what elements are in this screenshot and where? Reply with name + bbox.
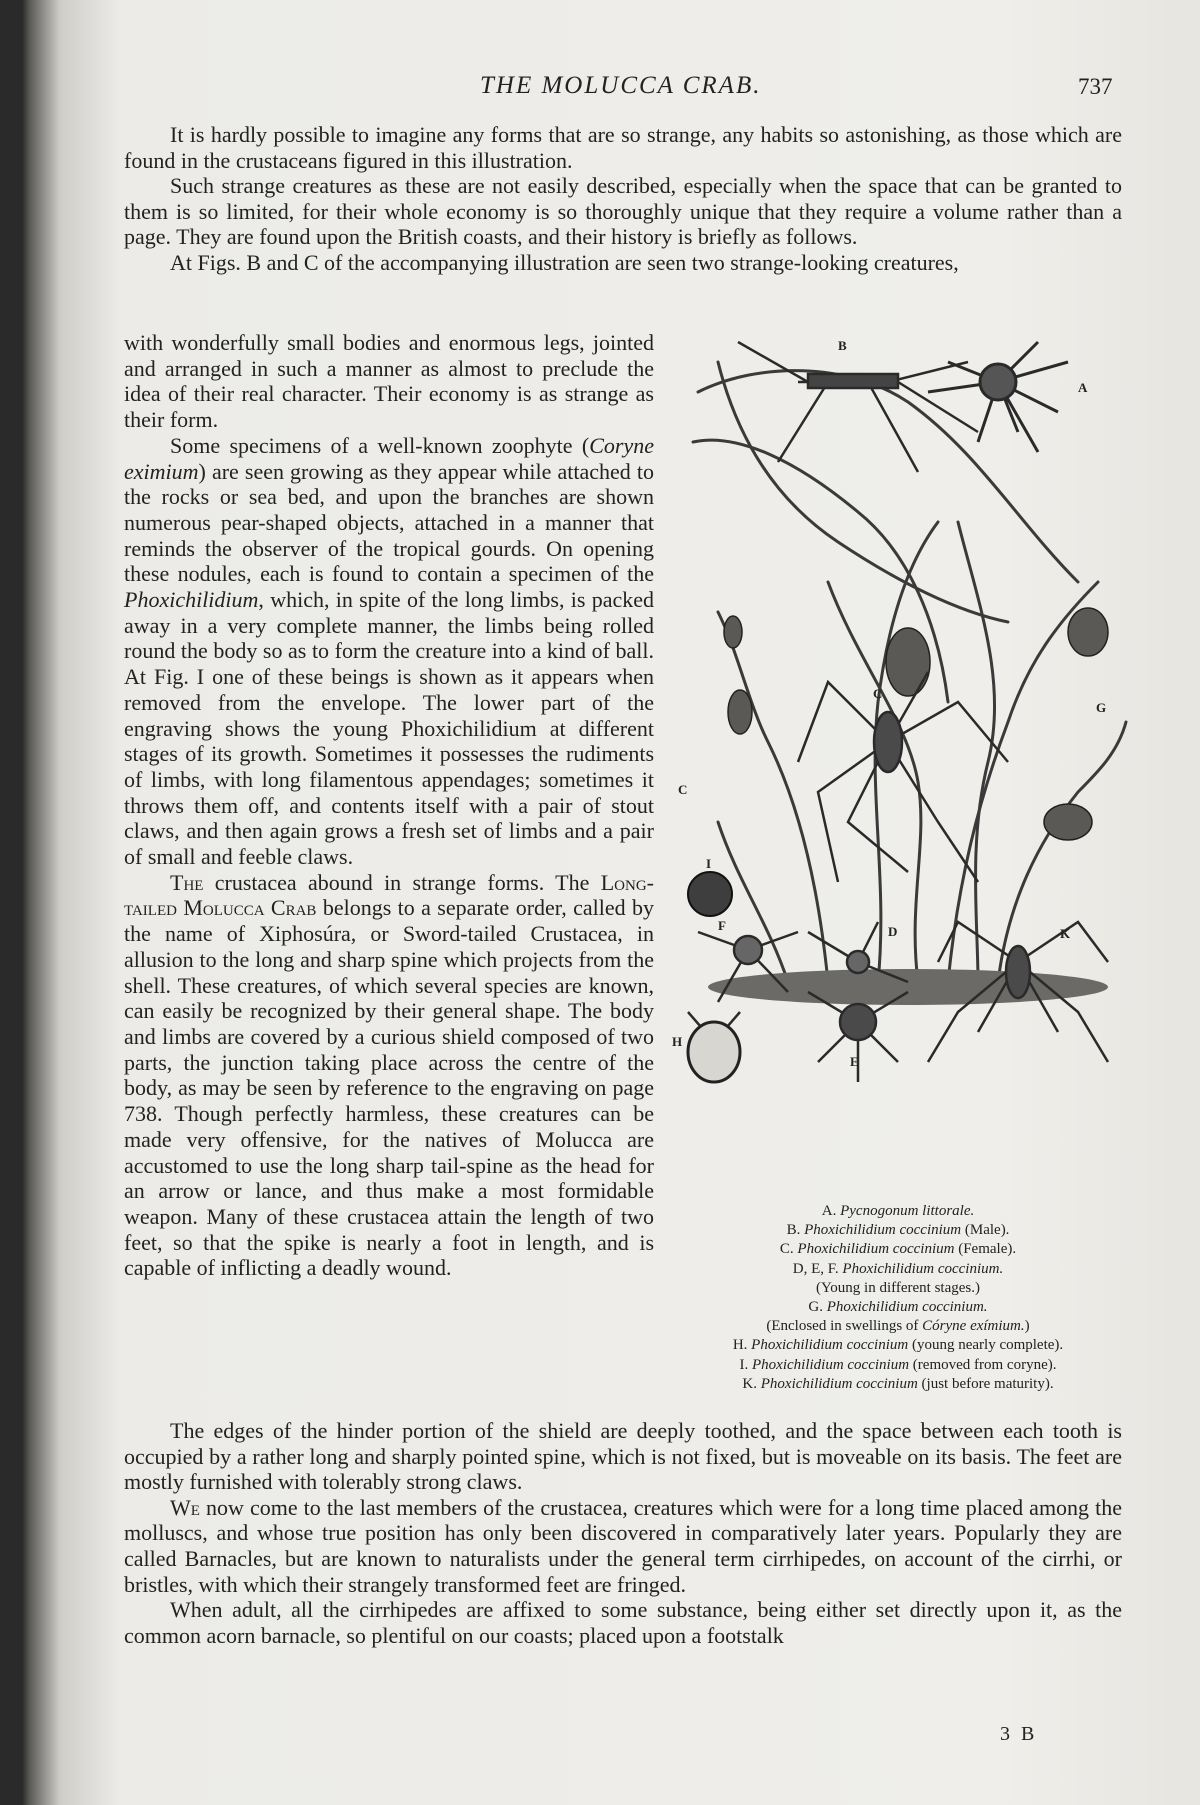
fig-f-body xyxy=(734,936,762,964)
paragraph-6: The edges of the hinder portion of the shield are deeply toothed, and the space between each tooth is occupied by a rather long and sharply pointed spine, which is not fixed, but is moveable on its basis. The feet are mostly furnished with tolerably strong claws. xyxy=(124,1418,1122,1495)
caption-k: K. Phoxichilidium coccinium (just before maturity). xyxy=(742,1375,1054,1392)
caption-g-note: (Enclosed in swellings of Córyne exímium.) xyxy=(766,1318,1030,1335)
page-header xyxy=(0,72,1200,112)
fig-label-c2: C xyxy=(678,782,688,797)
left-column-text xyxy=(124,330,654,1281)
paragraph-5: The crustacea abound in strange forms. The Long-tailed Molucca Crab belongs to a separate order, called by the name of Xiphosúra, or Sword-tailed Crustacea, in allusion to the long and sharp spine which projects from the shell. These creatures, of which several species are known, can easily be recognized by their general shape. The body and limbs are covered by a curious shield composed of two parts, the junction taking place across the centre of the body, as may be seen by reference to the engraving on page 738. Though perfectly harmless, these creatures can be made very offensive, for the natives of Molucca are accustomed to use the long sharp tail-spine as the head for an arrow or lance, and thus make a most formidable weapon. Many of these crustacea attain the length of two feet, so that the spike is nearly a foot in length, and is capable of inflicting a deadly wound. xyxy=(124,869,654,1281)
caption-def-note: (Young in different stages.) xyxy=(815,1279,980,1296)
page-number: 737 xyxy=(1078,74,1113,99)
gourd-nodule-5 xyxy=(724,616,742,648)
creature-b-legs xyxy=(738,342,978,472)
caption-def: D, E, F. Phoxichilidium coccinium. xyxy=(792,1260,1004,1277)
caption-g: G. Phoxichilidium coccinium. xyxy=(808,1299,988,1316)
caption-a: A. Pycnogonum littorale. xyxy=(821,1203,975,1219)
gourd-nodule-1 xyxy=(886,628,930,696)
zoophyte-stem-7 xyxy=(958,522,995,982)
fig-label-a: A xyxy=(1078,380,1088,395)
creature-b-body xyxy=(808,374,898,388)
paragraph-7: We now come to the last members of the crustacea, creatures which were for a long time placed among the molluscs, and whose true position has only been discovered in comparatively later years. Popularly they are called Barnacles, but are known to naturalists under the general term cirrhipedes, on account of the cirrhi, or bristles, with which their strangely transformed feet are fringed. xyxy=(124,1494,1122,1597)
fig-d-body xyxy=(847,951,869,973)
gourd-nodule-4 xyxy=(728,690,752,734)
zoophyte-stem-9 xyxy=(718,362,1008,622)
caption-b: B. Phoxichilidium coccinium (Male). xyxy=(786,1222,1010,1239)
paragraph-2: Such strange creatures as these are not easily described, especially when the space that can be granted to them is so limited, for their whole economy is so thoroughly unique that they require a volume rather than a page. They are found upon the British coasts, and their history is briefly as follows. xyxy=(124,173,1122,250)
figure-caption xyxy=(664,1202,1132,1394)
fig-label-h: H xyxy=(672,1034,683,1049)
fig-i-ball xyxy=(688,872,732,916)
zoophyte-stem-8 xyxy=(698,371,1078,582)
signature-mark: 3 B xyxy=(1000,1723,1038,1745)
paragraph-8: When adult, all the cirrhipedes are affixed to some substance, being either set directly upon it, as the common acorn barnacle, so plentiful on our coasts; placed upon a footstalk xyxy=(124,1597,1122,1648)
zoophyte-stem-1 xyxy=(718,612,828,982)
paragraph-3-continued: with wonderfully small bodies and enormous legs, jointed and arranged in such a manner as almost to preclude the idea of their real character. Their economy is as strange as their form. xyxy=(124,330,654,433)
gourd-nodule-2 xyxy=(1068,608,1108,656)
fig-label-i: I xyxy=(706,856,712,871)
caption-i: I. Phoxichilidium coccinium (removed from coryne). xyxy=(739,1356,1057,1373)
fig-label-e: E xyxy=(850,1054,859,1069)
paragraph-3-start: At Figs. B and C of the accompanying illustration are seen two strange-looking creatures, xyxy=(170,249,959,275)
fig-k-body xyxy=(1006,946,1030,998)
paragraph-1: It is hardly possible to imagine any forms that are so strange, any habits so astonishing, as those which are found in the crustaceans figured in this illustration. xyxy=(124,122,1122,173)
fig-label-d: D xyxy=(888,924,898,939)
engraving-svg xyxy=(672,322,1130,1192)
creature-c-body xyxy=(874,712,902,772)
engraving-illustration xyxy=(672,322,1130,1192)
fig-e-body xyxy=(840,1004,876,1040)
caption-c: C. Phoxichilidium coccinium (Female). xyxy=(779,1241,1017,1258)
gourd-nodule-3 xyxy=(1044,804,1092,840)
zoophyte-stem-4 xyxy=(998,722,1126,982)
fig-label-k: K xyxy=(1060,926,1071,941)
fig-label-f: F xyxy=(718,918,726,933)
creature-a-body xyxy=(980,364,1016,400)
caption-h: H. Phoxichilidium coccinium (young nearly complete). xyxy=(732,1337,1064,1354)
intro-text xyxy=(124,122,1122,276)
paragraph-4: Some specimens of a well-known zoophyte (Coryne eximium) are seen growing as they appear while attached to the rocks or sea bed, and upon the branches are shown numerous pear-shaped objects, attached in a manner that reminds the observer of the tropical gourds. On opening these nodules, each is found to contain a specimen of the Phoxichilidium, which, in spite of the long limbs, is packed away in a very complete manner, the limbs being rolled round the body so as to form the creature into a kind of ball. At Fig. I one of these beings is shown as it appears when removed from the envelope. The lower part of the engraving shows the young Phoxichilidium at different stages of its growth. Sometimes it possesses the rudiments of limbs, with long filamentous appendages; sometimes it throws them off, and contents itself with a pair of stout claws, and then again grows a fresh set of limbs and a pair of small and feeble claws. xyxy=(124,432,654,870)
running-title: THE MOLUCCA CRAB. xyxy=(480,72,762,99)
fig-label-g: G xyxy=(1096,700,1107,715)
fig-label-b: B xyxy=(838,338,847,353)
bottom-text xyxy=(124,1418,1122,1648)
fig-label-c1: C xyxy=(873,686,883,701)
fig-h-body xyxy=(688,1022,740,1082)
